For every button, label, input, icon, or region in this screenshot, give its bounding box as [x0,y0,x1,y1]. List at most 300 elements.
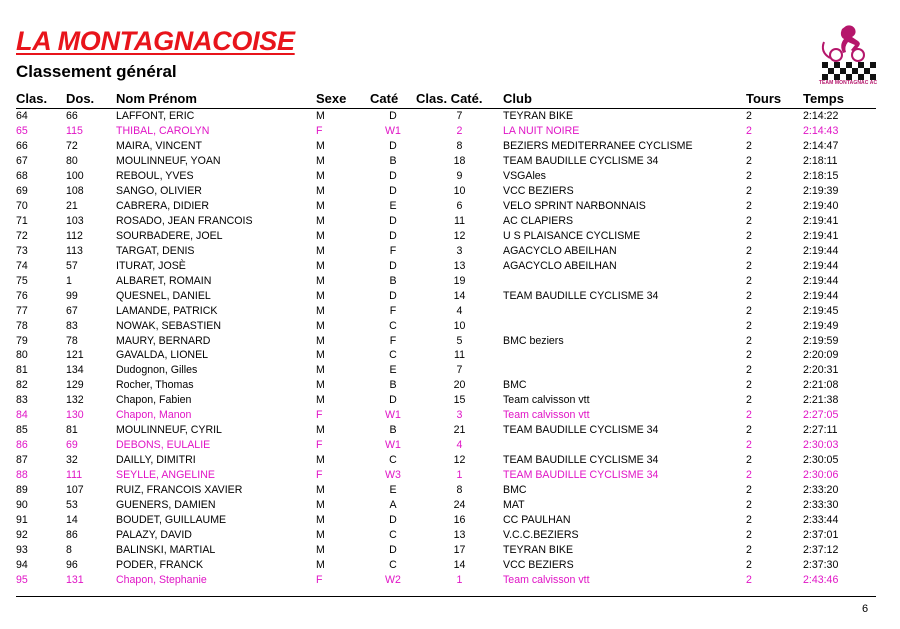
table-row [16,527,876,542]
cell-tours: 2 [746,483,752,496]
col-header-clas-cate: Clas. Caté. [416,88,503,109]
cell-temps: 2:33:20 [803,483,839,496]
cell-club: MAT [503,498,525,511]
cell-dos: 57 [66,259,78,272]
cell-temps: 2:19:39 [803,185,839,198]
cell-club: VELO SPRINT NARBONNAIS [503,200,646,213]
results-body [16,109,876,588]
cell-temps: 2:37:30 [803,558,839,571]
cell-tours: 2 [746,110,752,123]
cell-clas: 68 [16,170,28,183]
col-header-sexe: Sexe [316,88,370,109]
cell-clas: 77 [16,304,28,317]
cell-nom-prenom: CABRERA, DIDIER [116,200,210,213]
cell-tours: 2 [746,573,752,586]
cell-cate: D [389,513,397,526]
cell-clas: 67 [16,155,28,168]
table-row [16,423,876,438]
cell-temps: 2:14:47 [803,140,839,153]
col-header-dos: Dos. [66,88,116,109]
cell-sexe: M [316,513,325,526]
cell-dos: 129 [66,379,84,392]
cell-cate: W1 [385,439,401,452]
cell-cate: D [389,215,397,228]
cell-clas-cate: 11 [454,349,465,362]
cell-sexe: M [316,424,325,437]
cell-dos: 86 [66,528,78,541]
cell-nom-prenom: GAVALDA, LIONEL [116,349,209,362]
cell-club: BMC [503,379,527,392]
col-header-club: Club [503,88,746,109]
cell-dos: 53 [66,498,78,511]
table-row [16,468,876,483]
table-row [16,273,876,288]
table-row [16,318,876,333]
cell-sexe: M [316,394,325,407]
cell-tours: 2 [746,394,752,407]
cell-club: Team calvisson vtt [503,409,590,422]
cell-sexe: M [316,379,325,392]
page-number: 6 [862,603,869,615]
cell-clas-cate: 1 [456,468,463,481]
cell-dos: 69 [66,439,78,452]
cell-club: VCC BEZIERS [503,558,574,571]
cell-cate: B [389,424,397,437]
cell-clas-cate: 9 [456,170,463,183]
cell-cate: A [389,498,397,511]
cell-clas: 70 [16,200,28,213]
cell-temps: 2:21:08 [803,379,839,392]
cell-cate: C [389,528,397,541]
cell-temps: 2:19:44 [803,274,839,287]
cell-cate: B [389,274,397,287]
cell-club: TEAM BAUDILLE CYCLISME 34 [503,468,659,481]
cell-clas-cate: 3 [456,244,463,257]
cell-tours: 2 [746,424,752,437]
cell-cate: D [389,110,397,123]
cell-temps: 2:19:41 [803,215,839,228]
cell-sexe: M [316,364,325,377]
cell-clas-cate: 14 [453,289,466,302]
cell-nom-prenom: LAFFONT, ERIC [116,110,195,123]
table-row [16,154,876,169]
cell-dos: 14 [66,513,78,526]
cell-clas: 65 [16,125,28,138]
cell-cate: F [389,334,397,347]
cell-temps: 2:18:11 [803,155,838,168]
table-row [16,333,876,348]
cell-temps: 2:33:44 [803,513,839,526]
cell-nom-prenom: BALINSKI, MARTIAL [116,543,216,556]
table-row [16,288,876,303]
cell-dos: 107 [66,483,84,496]
cell-dos: 96 [66,558,78,571]
cell-sexe: M [316,289,325,302]
cell-temps: 2:19:41 [803,229,839,242]
cell-clas: 81 [16,364,28,377]
page-subtitle: Classement général [16,62,177,81]
cell-nom-prenom: DEBONS, EULALIE [116,439,211,452]
cell-cate: C [389,349,397,362]
cell-clas-cate: 12 [453,229,466,242]
cell-cate: F [389,304,397,317]
cell-clas-cate: 10 [453,185,466,198]
cell-club: TEAM BAUDILLE CYCLISME 34 [503,454,659,467]
cell-nom-prenom: PALAZY, DAVID [116,528,192,541]
cell-temps: 2:14:43 [803,125,839,138]
table-row [16,512,876,527]
cell-nom-prenom: NOWAK, SEBASTIEN [116,319,221,332]
cell-tours: 2 [746,334,752,347]
cell-clas-cate: 11 [454,215,465,228]
table-row [16,258,876,273]
cell-cate: D [389,140,397,153]
table-row [16,109,876,124]
cell-temps: 2:37:12 [803,543,839,556]
cell-dos: 78 [66,334,78,347]
cell-tours: 2 [746,170,752,183]
cell-nom-prenom: ITURAT, JOSÈ [116,259,186,272]
cell-club: U S PLAISANCE CYCLISME [503,229,641,242]
cell-temps: 2:30:05 [803,454,839,467]
cell-clas-cate: 12 [453,454,466,467]
cell-clas-cate: 7 [456,110,463,123]
cell-clas-cate: 5 [456,334,463,347]
cell-sexe: M [316,528,325,541]
cell-club: TEAM BAUDILLE CYCLISME 34 [503,155,659,168]
table-row [16,124,876,139]
cell-tours: 2 [746,468,752,481]
col-header-clas: Clas. [16,88,66,109]
table-row [16,378,876,393]
cell-temps: 2:19:40 [803,200,839,213]
cell-dos: 108 [66,185,84,198]
cell-sexe: M [316,259,325,272]
cell-dos: 66 [66,110,78,123]
cell-club: TEYRAN BIKE [503,543,574,556]
cell-clas-cate: 15 [453,394,466,407]
cell-cate: D [389,229,397,242]
cell-nom-prenom: Chapon, Manon [116,409,192,422]
cell-cate: C [389,454,397,467]
cell-tours: 2 [746,185,752,198]
cell-nom-prenom: ROSADO, JEAN FRANCOIS [116,215,253,228]
cell-sexe: M [316,334,325,347]
col-header-temps: Temps [803,88,876,109]
cell-clas: 94 [16,558,28,571]
cell-nom-prenom: Chapon, Fabien [116,394,192,407]
cell-club: CC PAULHAN [503,513,571,526]
cell-dos: 113 [66,244,83,257]
cell-temps: 2:27:11 [803,424,838,437]
cell-clas-cate: 13 [453,259,466,272]
cell-tours: 2 [746,439,752,452]
cell-club: TEAM BAUDILLE CYCLISME 34 [503,424,659,437]
cell-sexe: M [316,454,325,467]
cell-clas-cate: 24 [453,498,466,511]
cell-cate: D [389,259,397,272]
cell-sexe: F [316,409,323,422]
cell-tours: 2 [746,289,752,302]
table-row [16,139,876,154]
col-header-tours: Tours [746,88,803,109]
table-row [16,542,876,557]
cell-sexe: M [316,498,325,511]
cell-club: AC CLAPIERS [503,215,574,228]
page-title: LA MONTAGNACOISE [16,26,295,56]
cell-clas-cate: 7 [456,364,463,377]
cell-temps: 2:14:22 [803,110,839,123]
cell-nom-prenom: GUENERS, DAMIEN [116,498,216,511]
cell-club: BMC beziers [503,334,564,347]
cell-dos: 115 [66,125,83,138]
cell-temps: 2:19:59 [803,334,839,347]
cell-cate: D [389,394,397,407]
cell-cate: D [389,170,397,183]
table-row [16,303,876,318]
cell-club: AGACYCLO ABEILHAN [503,244,617,257]
table-row [16,243,876,258]
cell-sexe: M [316,244,325,257]
cell-nom-prenom: Chapon, Stephanie [116,573,207,586]
cell-tours: 2 [746,543,752,556]
cell-dos: 8 [66,543,72,556]
cell-club: TEAM BAUDILLE CYCLISME 34 [503,289,659,302]
cell-tours: 2 [746,349,752,362]
cell-temps: 2:19:44 [803,289,839,302]
cell-tours: 2 [746,558,752,571]
table-row [16,482,876,497]
cell-nom-prenom: REBOUL, YVES [116,170,194,183]
cell-tours: 2 [746,454,752,467]
cell-nom-prenom: SEYLLE, ANGELINE [116,468,215,481]
cell-club [503,438,746,453]
table-row [16,557,876,572]
cell-nom-prenom: BOUDET, GUILLAUME [116,513,227,526]
cell-dos: 72 [66,140,78,153]
cell-temps: 2:19:44 [803,244,839,257]
cell-sexe: F [316,468,323,481]
cell-sexe: M [316,140,325,153]
cell-dos: 67 [66,304,78,317]
cell-tours: 2 [746,319,752,332]
cell-nom-prenom: LAMANDE, PATRICK [116,304,218,317]
cell-cate: B [389,379,397,392]
cell-temps: 2:18:15 [803,170,839,183]
cell-temps: 2:37:01 [803,528,839,541]
cell-nom-prenom: QUESNEL, DANIEL [116,289,211,302]
cell-cate: W1 [385,409,401,422]
cell-tours: 2 [746,498,752,511]
cell-cate: B [389,155,397,168]
cell-club: VCC BEZIERS [503,185,574,198]
logo-caption: TEAM MONTAGNAC AC [818,80,878,86]
cell-clas: 73 [16,244,28,257]
cell-cate: E [389,200,397,213]
cell-clas: 91 [16,513,28,526]
cell-clas: 95 [16,573,28,586]
cell-clas-cate: 8 [456,140,463,153]
table-row [16,393,876,408]
cell-cate: D [389,185,397,198]
cell-cate: C [389,558,397,571]
cell-dos: 131 [66,573,84,586]
cell-dos: 1 [66,274,72,287]
cell-sexe: M [316,349,325,362]
cell-club: Team calvisson vtt [503,394,590,407]
cell-nom-prenom: ALBARET, ROMAIN [116,274,212,287]
cell-nom-prenom: PODER, FRANCK [116,558,204,571]
cell-temps: 2:43:46 [803,573,839,586]
cell-club [503,363,746,378]
table-row [16,408,876,423]
cell-clas: 89 [16,483,28,496]
cell-nom-prenom: Dudognon, Gilles [116,364,198,377]
cell-clas: 83 [16,394,28,407]
cell-club [503,273,746,288]
cell-clas: 66 [16,140,28,153]
cell-dos: 103 [66,215,84,228]
cell-tours: 2 [746,200,752,213]
cell-tours: 2 [746,155,752,168]
cell-club: Team calvisson vtt [503,573,590,586]
cell-temps: 2:20:31 [803,364,839,377]
cell-cate: W3 [385,468,401,481]
table-row [16,348,876,363]
cell-dos: 32 [66,454,78,467]
cell-clas-cate: 4 [456,304,463,317]
cell-nom-prenom: MOULINNEUF, CYRIL [116,424,222,437]
table-row [16,169,876,184]
cell-dos: 80 [66,155,78,168]
cell-temps: 2:30:06 [803,468,839,481]
cell-clas: 74 [16,259,28,272]
cell-clas-cate: 16 [453,513,466,526]
cell-dos: 132 [66,394,84,407]
cell-tours: 2 [746,140,752,153]
cell-sexe: F [316,125,323,138]
cell-nom-prenom: Rocher, Thomas [116,379,194,392]
cell-tours: 2 [746,304,752,317]
cell-sexe: M [316,319,325,332]
cell-tours: 2 [746,274,752,287]
cell-cate: D [389,289,397,302]
cell-dos: 21 [66,200,78,213]
cell-dos: 111 [66,468,83,481]
cell-sexe: M [316,543,325,556]
table-row [16,214,876,229]
cell-clas-cate: 4 [456,439,463,452]
cell-clas: 86 [16,439,28,452]
cell-club [503,318,746,333]
table-row [16,572,876,587]
cell-temps: 2:27:05 [803,409,839,422]
table-row [16,497,876,512]
cell-clas: 87 [16,454,28,467]
cell-clas: 84 [16,409,28,422]
cell-clas-cate: 17 [453,543,466,556]
cell-tours: 2 [746,125,752,138]
cell-cate: W1 [385,125,401,138]
cell-dos: 130 [66,409,84,422]
cell-cate: C [389,319,397,332]
cell-sexe: M [316,274,325,287]
cell-temps: 2:19:45 [803,304,839,317]
cell-dos: 81 [66,424,78,437]
cell-clas: 90 [16,498,28,511]
cell-clas: 76 [16,289,28,302]
cell-clas: 79 [16,334,28,347]
cell-cate: E [389,483,397,496]
cell-cate: D [389,543,397,556]
cell-tours: 2 [746,244,752,257]
cell-clas: 88 [16,468,28,481]
cell-nom-prenom: MAIRA, VINCENT [116,140,202,153]
cell-nom-prenom: MOULINNEUF, YOAN [116,155,221,168]
cell-tours: 2 [746,528,752,541]
cell-cate: W2 [385,573,401,586]
table-row [16,453,876,468]
cell-sexe: M [316,558,325,571]
cell-tours: 2 [746,379,752,392]
cell-clas-cate: 18 [453,155,466,168]
cell-sexe: M [316,215,325,228]
cell-clas-cate: 3 [456,409,463,422]
team-logo-icon [818,22,878,84]
cell-cate: E [389,364,397,377]
cell-club: LA NUIT NOIRE [503,125,580,138]
cell-tours: 2 [746,259,752,272]
cell-temps: 2:19:49 [803,319,839,332]
cell-sexe: M [316,170,325,183]
cell-dos: 121 [66,349,84,362]
cell-clas-cate: 2 [456,125,463,138]
cell-dos: 112 [66,229,83,242]
cell-clas-cate: 10 [453,319,466,332]
cell-clas: 85 [16,424,28,437]
cell-club [503,348,746,363]
cell-dos: 100 [66,170,84,183]
cell-clas-cate: 6 [456,200,463,213]
cell-sexe: F [316,573,323,586]
cell-clas: 78 [16,319,28,332]
cell-sexe: M [316,483,325,496]
cell-clas: 93 [16,543,28,556]
cell-tours: 2 [746,409,752,422]
table-header-row [16,88,876,109]
cell-temps: 2:19:44 [803,259,839,272]
cell-tours: 2 [746,513,752,526]
cell-tours: 2 [746,215,752,228]
cell-sexe: M [316,110,325,123]
cell-club: TEYRAN BIKE [503,110,574,123]
cell-cate: F [389,244,397,257]
cell-temps: 2:30:03 [803,439,839,452]
cell-club: BEZIERS MEDITERRANEE CYCLISME [503,140,693,153]
cell-sexe: M [316,229,325,242]
cell-club: BMC [503,483,527,496]
table-row [16,199,876,214]
cell-clas: 64 [16,110,28,123]
cell-clas-cate: 14 [453,558,466,571]
col-header-cate: Caté [370,88,416,109]
table-row [16,363,876,378]
table-row [16,229,876,244]
cell-club: VSGAles [503,170,546,183]
cell-tours: 2 [746,229,752,242]
cell-temps: 2:21:38 [803,394,839,407]
cell-clas-cate: 20 [453,379,466,392]
